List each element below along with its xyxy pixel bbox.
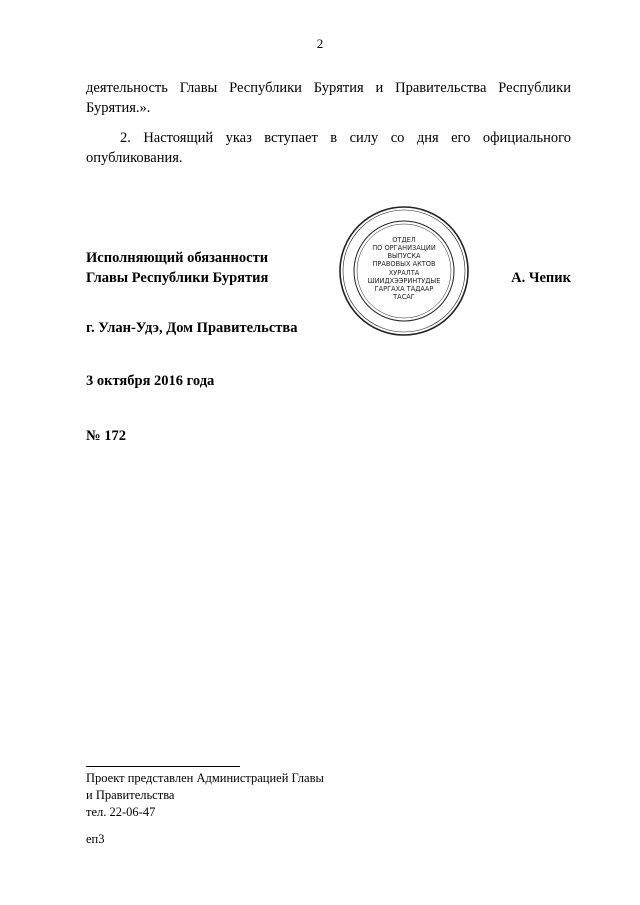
seal-line: ПО ОРГАНИЗАЦИИ bbox=[372, 244, 436, 252]
seal-line: ВЫПУСКА bbox=[387, 252, 421, 260]
decree-date: 3 октября 2016 года bbox=[86, 373, 215, 389]
seal-line: ОТДЕЛ bbox=[392, 236, 416, 244]
seal-line: ХУРАЛТА bbox=[388, 269, 420, 277]
official-seal bbox=[338, 205, 470, 337]
seal-graphic bbox=[338, 205, 470, 337]
seal-line: ПРАВОВЫХ АКТОВ bbox=[372, 260, 436, 268]
seal-line: ГАРГАХА ТАДААР bbox=[374, 285, 434, 293]
page-number: 2 bbox=[316, 36, 324, 51]
seal-line: ТАСАГ bbox=[393, 293, 415, 301]
place-of-signing: г. Улан-Удэ, Дом Правительства bbox=[86, 320, 298, 336]
paragraph-item-2: 2. Настоящий указ вступает в силу со дня его официального опубликования. bbox=[86, 130, 571, 166]
signatory-name: А. Чепик bbox=[511, 270, 571, 286]
footnote-phone: тел. 22-06-47 bbox=[86, 805, 156, 819]
signature-position-line1: Исполняющий обязанности bbox=[86, 250, 269, 266]
signature-position bbox=[86, 248, 268, 288]
footnote-line1: Проект представлен Администрацией Главы bbox=[86, 771, 324, 785]
footnote-line2: и Правительства bbox=[86, 788, 175, 802]
decree-number: № 172 bbox=[86, 428, 126, 444]
document-code: еп3 bbox=[86, 832, 105, 846]
signature-position-line2: Главы Республики Бурятия bbox=[86, 270, 269, 286]
paragraph-continuation: деятельность Главы Республики Бурятия и Правительства Республики Бурятия.». bbox=[86, 80, 571, 116]
footnote bbox=[86, 770, 324, 821]
seal-line: ШИИДХЭЭРИНТУДЫЕ bbox=[367, 277, 441, 285]
footnote-divider bbox=[86, 766, 240, 767]
